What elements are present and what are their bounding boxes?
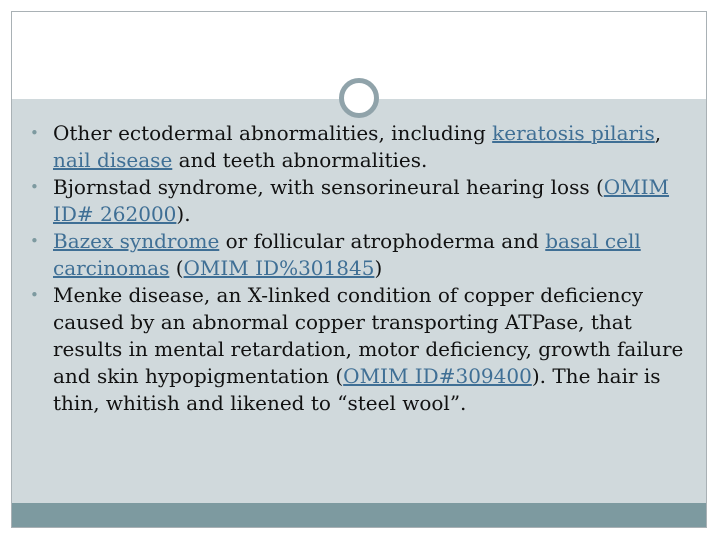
link-bazex-syndrome[interactable]: Bazex syndrome bbox=[53, 229, 220, 253]
link-basal-cell-carcinomas[interactable]: basal cell carcinomas bbox=[53, 229, 641, 280]
bullet-item bbox=[30, 282, 700, 417]
bullet-icon: • bbox=[30, 178, 39, 196]
footer-bar bbox=[12, 503, 706, 527]
bullet-icon: • bbox=[30, 286, 39, 304]
ring-ornament-icon bbox=[339, 78, 379, 118]
item-text: Bjornstad syndrome, with sensorineural hearing loss (OMIM ID# 262000). bbox=[53, 175, 670, 226]
item-text: Menke disease, an X-linked condition of copper deficiency caused by an abnormal copper transporting ATPase, that results in mental retardation, motor deficiency, growth failure and skin hypopigmentation (OMIM ID#309400). The hair is thin, whitish and likened to “steel wool”. bbox=[53, 283, 684, 415]
link-omim-309400[interactable]: OMIM ID#309400 bbox=[343, 364, 532, 388]
link-keratosis-pilaris[interactable]: keratosis pilaris bbox=[492, 121, 655, 145]
link-omim-262000[interactable]: OMIM ID# 262000 bbox=[53, 175, 670, 226]
bullet-icon: • bbox=[30, 124, 39, 142]
bullet-item bbox=[30, 120, 700, 174]
bullet-list bbox=[30, 120, 700, 417]
bullet-item bbox=[30, 228, 700, 282]
link-nail-disease[interactable]: nail disease bbox=[53, 148, 173, 172]
item-text: Other ectodermal abnormalities, including keratosis pilaris, nail disease and teeth abnormalities. bbox=[53, 121, 662, 172]
item-text: Bazex syndrome or follicular atrophoderma and basal cell carcinomas (OMIM ID%301845) bbox=[53, 229, 641, 280]
bullet-icon: • bbox=[30, 232, 39, 250]
link-omim-301845[interactable]: OMIM ID%301845 bbox=[183, 256, 375, 280]
bullet-item bbox=[30, 174, 700, 228]
